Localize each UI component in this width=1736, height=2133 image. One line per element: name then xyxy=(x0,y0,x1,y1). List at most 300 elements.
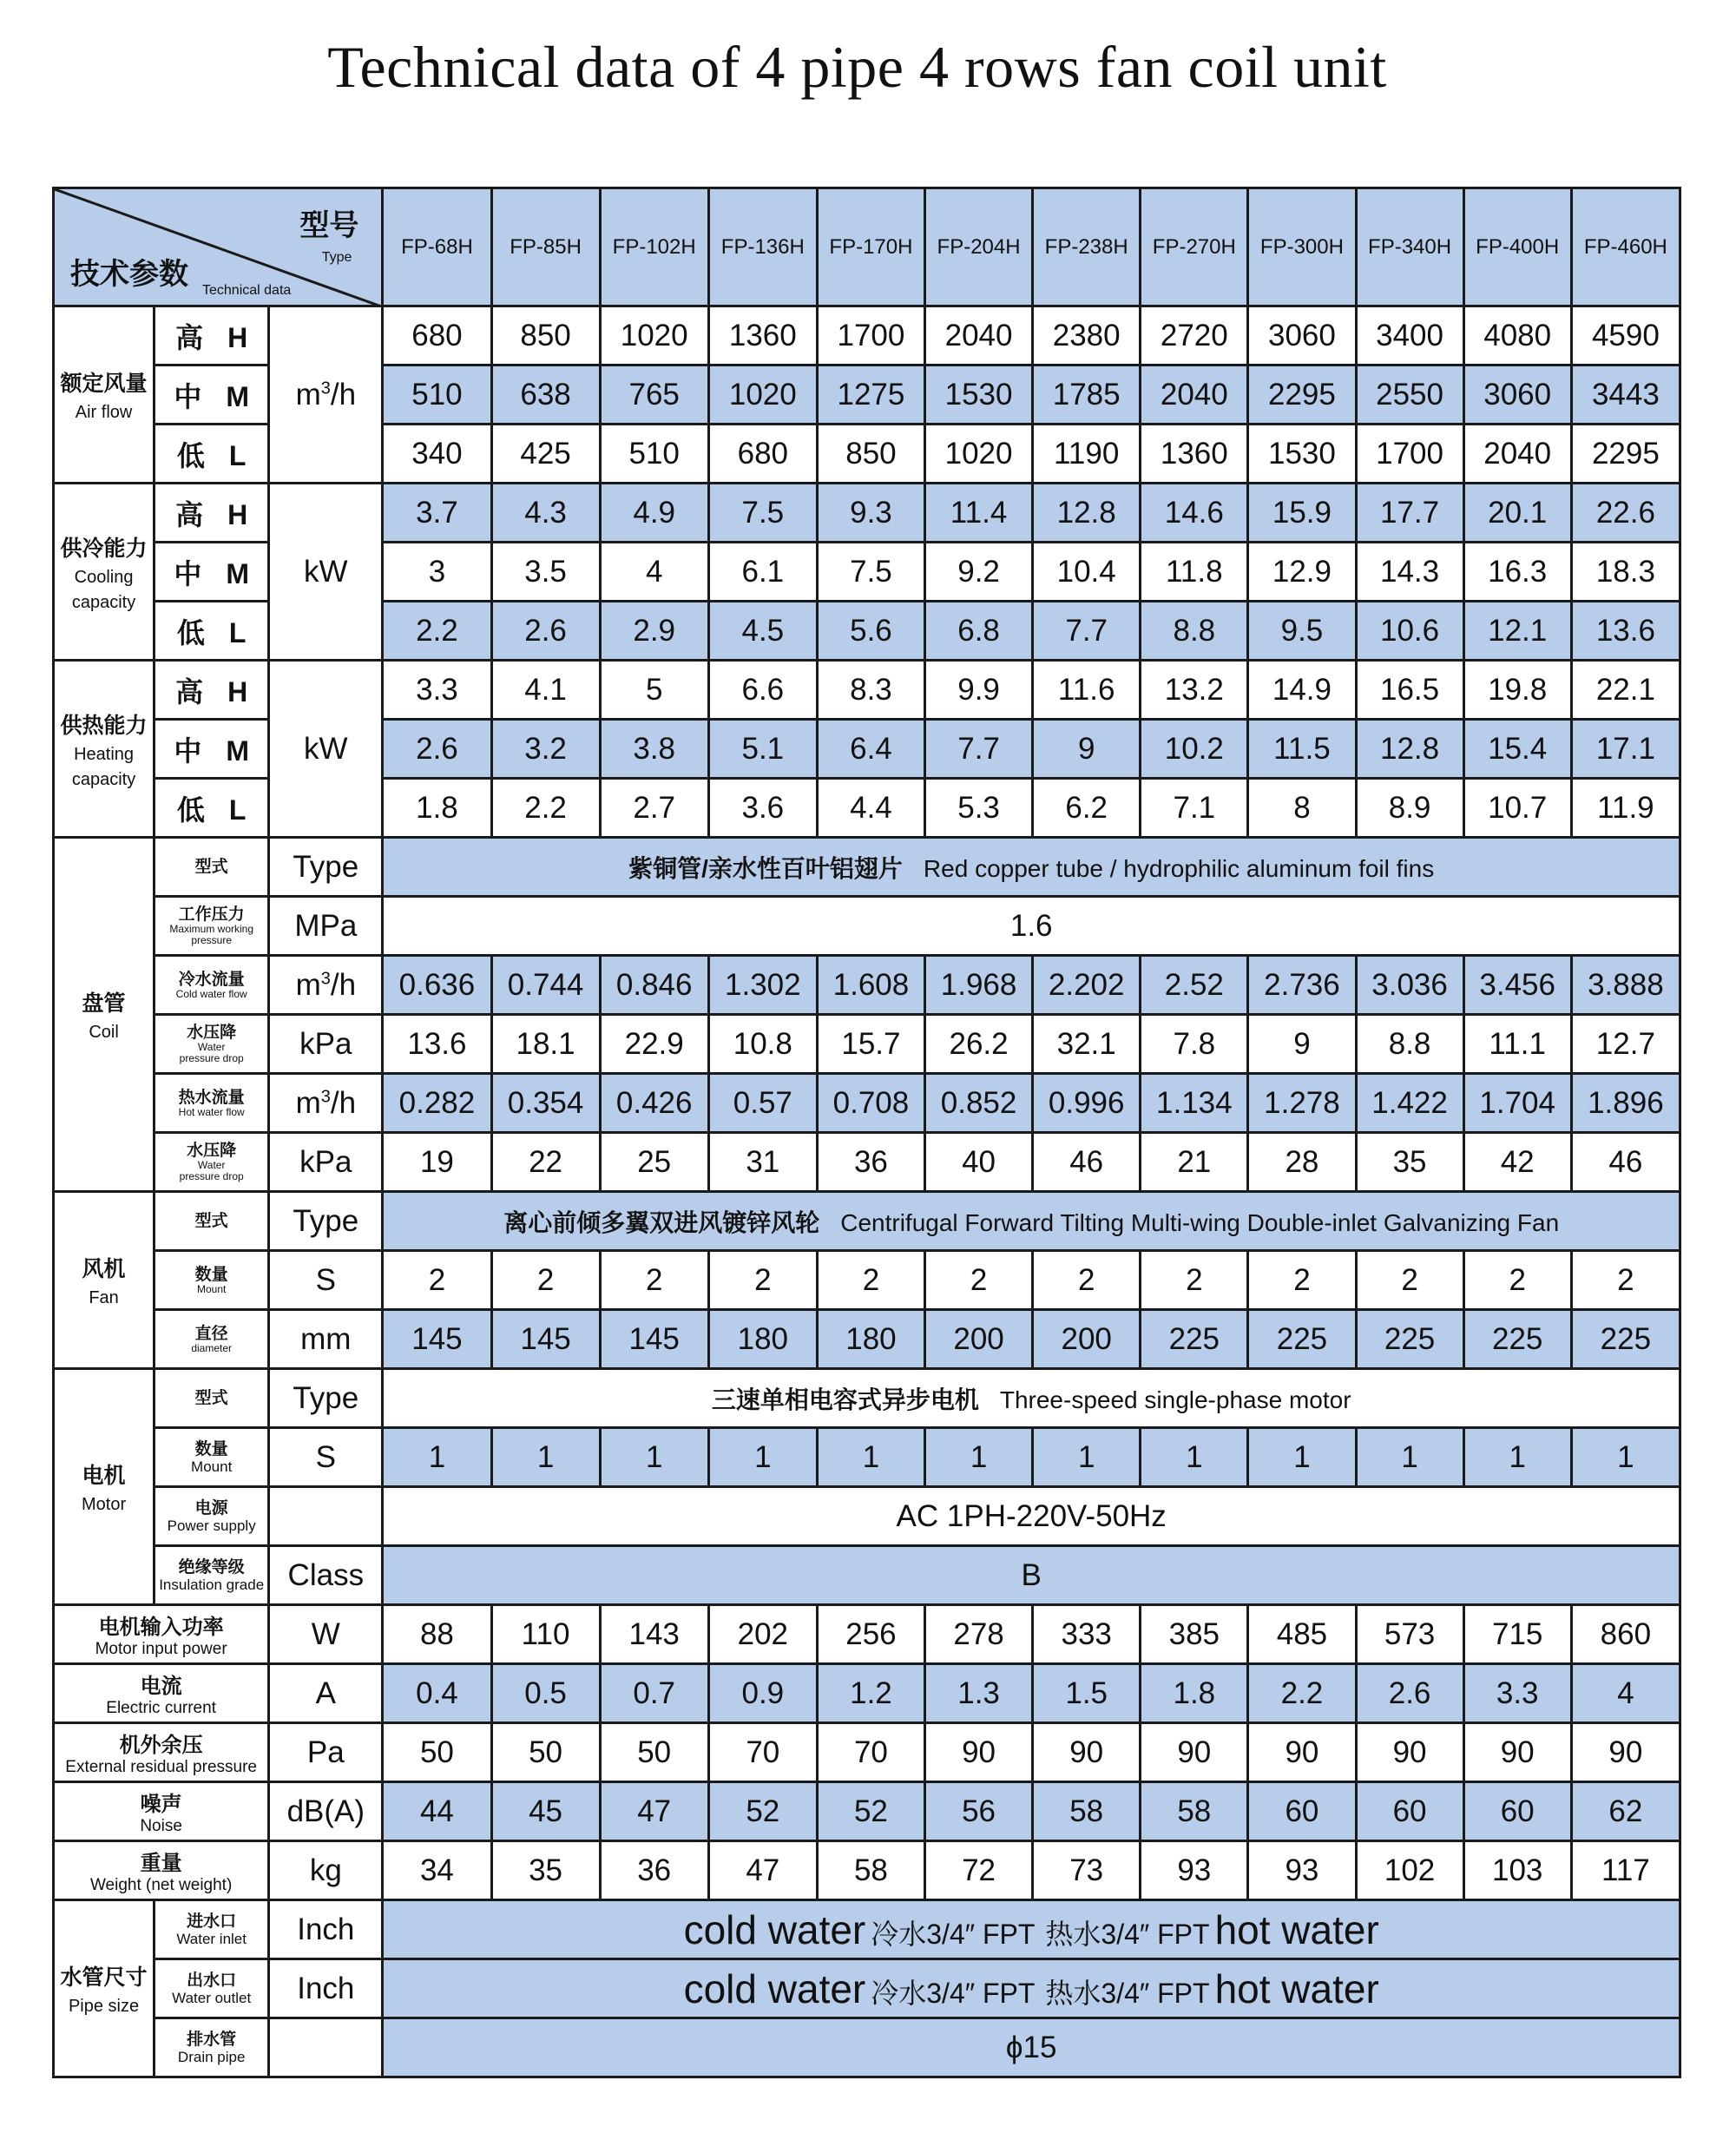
value-cell: 0.282 xyxy=(383,1074,491,1133)
value-cell: 22.1 xyxy=(1571,661,1680,720)
value-cell: 19 xyxy=(383,1133,491,1192)
value-cell: 1 xyxy=(925,1428,1033,1487)
motor-type-value xyxy=(383,1369,1680,1428)
value-cell: 50 xyxy=(600,1723,708,1782)
value-cell: 2.6 xyxy=(1356,1664,1463,1723)
unit-cell xyxy=(269,838,383,897)
value-cell: 6.2 xyxy=(1033,779,1141,838)
sub-label-zh: 绝缘等级 xyxy=(178,1557,245,1577)
value-cell: 1020 xyxy=(708,365,817,425)
heating-row-high xyxy=(54,661,1680,720)
current-label xyxy=(54,1664,269,1723)
value-cell: 1 xyxy=(1248,1428,1356,1487)
value-cell: 0.708 xyxy=(817,1074,924,1133)
value-cell: 3.036 xyxy=(1356,956,1463,1015)
level-zh: 中 xyxy=(174,734,202,767)
sub-label-zh: 数量 xyxy=(194,1439,228,1458)
value-cell: 11.1 xyxy=(1463,1015,1571,1074)
value-cell: 3060 xyxy=(1248,306,1356,365)
unit-cell: Type xyxy=(269,1192,383,1251)
residual_pressure-row xyxy=(54,1723,1680,1782)
value-cell: 9.9 xyxy=(925,661,1033,720)
value-cell: 93 xyxy=(1141,1841,1248,1900)
coil-row-hot_drop xyxy=(54,1133,1680,1192)
value-cell: 4.4 xyxy=(817,779,924,838)
value-cell: 2380 xyxy=(1033,306,1141,365)
hot-water-size: 热水3/4″ FPT xyxy=(1045,1918,1210,1950)
value-cell: 278 xyxy=(925,1605,1033,1664)
value-cell: 93 xyxy=(1248,1841,1356,1900)
value-en: Red copper tube / hydrophilic aluminum foil fins xyxy=(923,854,1435,882)
pipe-row-drain xyxy=(54,2018,1680,2077)
level-en: H xyxy=(227,498,248,530)
value-cell: 1785 xyxy=(1033,365,1141,425)
pipe-outlet-value xyxy=(383,1959,1680,2018)
value-cell: 573 xyxy=(1356,1605,1463,1664)
sub-label xyxy=(155,1251,269,1310)
sub-label-zh: 出水口 xyxy=(187,1971,237,1990)
value-cell: 1 xyxy=(1033,1428,1141,1487)
value-cell: 2040 xyxy=(1463,425,1571,484)
level-en: L xyxy=(228,616,247,648)
value-cell: 0.996 xyxy=(1033,1074,1141,1133)
value-cell: 15.7 xyxy=(817,1015,924,1074)
value-cell: 36 xyxy=(817,1133,924,1192)
model-header: FP-68H xyxy=(383,188,491,306)
weight-label xyxy=(54,1841,269,1900)
value-cell: 485 xyxy=(1248,1605,1356,1664)
sub-label-en: Maximum working pressure xyxy=(169,923,254,946)
value-cell: 90 xyxy=(1571,1723,1680,1782)
value-cell: 2 xyxy=(1463,1251,1571,1310)
unit-text: Type xyxy=(293,849,359,884)
value-cell: 0.744 xyxy=(491,956,600,1015)
value-cell: 2 xyxy=(817,1251,924,1310)
sub-label xyxy=(155,1310,269,1369)
label-en: Electric current xyxy=(106,1699,216,1717)
value-cell: 7.5 xyxy=(817,543,924,602)
level-zh: 高 xyxy=(175,675,204,708)
value-cell: 1 xyxy=(817,1428,924,1487)
sub-label-en: Water xyxy=(197,1041,226,1053)
value-cell: 1530 xyxy=(1248,425,1356,484)
value-cell: 1 xyxy=(708,1428,817,1487)
unit-cell xyxy=(269,1074,383,1133)
value-cell: 17.1 xyxy=(1571,720,1680,779)
level-en: H xyxy=(227,675,248,708)
value-cell: 0.846 xyxy=(600,956,708,1015)
level-en: M xyxy=(226,734,250,767)
value-cell: 52 xyxy=(817,1782,924,1841)
sub-label xyxy=(155,897,269,956)
value-cell: 88 xyxy=(383,1605,491,1664)
sub-label-zh: 工作压力 xyxy=(178,905,245,924)
sub-label-zh: 型式 xyxy=(194,858,228,876)
coil-type-value xyxy=(383,838,1680,897)
unit-text: kW xyxy=(304,554,348,589)
value-cell: 1 xyxy=(491,1428,600,1487)
value-cell: 0.57 xyxy=(708,1074,817,1133)
value-cell: 3.3 xyxy=(383,661,491,720)
input_power-row xyxy=(54,1605,1680,1664)
cooling-category xyxy=(54,484,155,661)
label-en: Noise xyxy=(140,1817,182,1835)
value-cell: 90 xyxy=(1248,1723,1356,1782)
unit-cell: kg xyxy=(269,1841,383,1900)
value-cell: 0.5 xyxy=(491,1664,600,1723)
category-en: Coil xyxy=(89,1023,119,1042)
value-cell: 18.1 xyxy=(491,1015,600,1074)
pipe-row-outlet xyxy=(54,1959,1680,2018)
unit-text: /h xyxy=(330,377,357,411)
motor-row-insulation xyxy=(54,1546,1680,1605)
coil-row-type xyxy=(54,838,1680,897)
value-cell: 2 xyxy=(600,1251,708,1310)
value-cell: 9.5 xyxy=(1248,602,1356,661)
value-cell: 202 xyxy=(708,1605,817,1664)
value-cell: 1 xyxy=(1141,1428,1248,1487)
value-cell: 2 xyxy=(383,1251,491,1310)
value-cell: 11.8 xyxy=(1141,543,1248,602)
unit-text: m xyxy=(295,967,321,1002)
category-en: capacity xyxy=(71,769,136,789)
value-cell: 90 xyxy=(1141,1723,1248,1782)
value-cell: 0.7 xyxy=(600,1664,708,1723)
value-cell: 31 xyxy=(708,1133,817,1192)
value-cell: 3.5 xyxy=(491,543,600,602)
pressure-value: 1.6 xyxy=(383,897,1680,956)
fan-row-diameter xyxy=(54,1310,1680,1369)
value-cell: 10.7 xyxy=(1463,779,1571,838)
unit-cell: Inch xyxy=(269,1900,383,1959)
value-cell: 90 xyxy=(1356,1723,1463,1782)
value-cell: 10.8 xyxy=(708,1015,817,1074)
unit-cell: A xyxy=(269,1664,383,1723)
unit-cell xyxy=(269,1133,383,1192)
value-cell: 35 xyxy=(1356,1133,1463,1192)
label-en: Weight (net weight) xyxy=(89,1876,233,1894)
page-title: Technical data of 4 pipe 4 rows fan coil unit xyxy=(327,34,1387,100)
value-cell: 715 xyxy=(1463,1605,1571,1664)
drain-value: ϕ15 xyxy=(383,2018,1680,2077)
value-cell: 12.9 xyxy=(1248,543,1356,602)
current-row xyxy=(54,1664,1680,1723)
value-cell: 3.2 xyxy=(491,720,600,779)
value-cell: 225 xyxy=(1141,1310,1248,1369)
value-cell: 2.6 xyxy=(383,720,491,779)
sub-label-en: pressure drop xyxy=(179,1170,244,1182)
value-cell: 638 xyxy=(491,365,600,425)
value-cell: 1.3 xyxy=(925,1664,1033,1723)
value-cell: 70 xyxy=(817,1723,924,1782)
value-cell: 12.8 xyxy=(1356,720,1463,779)
value-cell: 200 xyxy=(1033,1310,1141,1369)
category-en: Cooling xyxy=(74,567,134,587)
sub-label-en: Mount xyxy=(197,1282,227,1295)
speed-level xyxy=(155,602,269,661)
pipe-inlet-value xyxy=(383,1900,1680,1959)
value-cell: 11.6 xyxy=(1033,661,1141,720)
value-cell: 6.4 xyxy=(817,720,924,779)
value-cell: 34 xyxy=(383,1841,491,1900)
value-cell: 14.9 xyxy=(1248,661,1356,720)
sub-label-en: pressure drop xyxy=(179,1052,244,1064)
sub-label xyxy=(155,1428,269,1487)
value-cell: 510 xyxy=(383,365,491,425)
value-cell: 10.4 xyxy=(1033,543,1141,602)
sub-label-en: Cold water flow xyxy=(175,987,247,1000)
value-cell: 145 xyxy=(491,1310,600,1369)
speed-level xyxy=(155,306,269,365)
value-cell: 9.2 xyxy=(925,543,1033,602)
level-en: M xyxy=(226,380,250,412)
unit-cell xyxy=(269,956,383,1015)
value-cell: 1.302 xyxy=(708,956,817,1015)
sub-label-zh: 冷水流量 xyxy=(178,970,245,989)
value-cell: 1 xyxy=(600,1428,708,1487)
heating-category xyxy=(54,661,155,838)
model-header: FP-270H xyxy=(1141,188,1248,306)
value-cell: 2.52 xyxy=(1141,956,1248,1015)
sub-label xyxy=(155,1074,269,1133)
coil-row-hot_flow xyxy=(54,1074,1680,1133)
value-cell: 42 xyxy=(1463,1133,1571,1192)
value-cell: 16.5 xyxy=(1356,661,1463,720)
sub-label-zh: 数量 xyxy=(194,1265,228,1284)
unit-text: kW xyxy=(304,731,348,766)
category-zh: 供热能力 xyxy=(60,713,148,738)
motor-row-type xyxy=(54,1369,1680,1428)
value-cell: 2720 xyxy=(1141,306,1248,365)
value-zh: 离心前倾多翼双进风镀锌风轮 xyxy=(503,1208,820,1236)
sub-label-zh: 直径 xyxy=(194,1324,228,1343)
label-zh: 噪声 xyxy=(140,1793,182,1816)
value-cell: 47 xyxy=(600,1782,708,1841)
sub-label-zh: 电源 xyxy=(194,1498,228,1517)
value-cell: 22.6 xyxy=(1571,484,1680,543)
value-cell: 56 xyxy=(925,1782,1033,1841)
unit-cell: S xyxy=(269,1251,383,1310)
value-cell: 256 xyxy=(817,1605,924,1664)
value-cell: 58 xyxy=(1033,1782,1141,1841)
noise-label xyxy=(54,1782,269,1841)
value-cell: 2 xyxy=(925,1251,1033,1310)
value-cell: 2.2 xyxy=(1248,1664,1356,1723)
value-cell: 225 xyxy=(1463,1310,1571,1369)
value-cell: 2040 xyxy=(1141,365,1248,425)
value-cell: 7.5 xyxy=(708,484,817,543)
value-cell: 2040 xyxy=(925,306,1033,365)
value-cell: 28 xyxy=(1248,1133,1356,1192)
sub-label xyxy=(155,956,269,1015)
sub-label xyxy=(155,1192,269,1251)
value-cell: 90 xyxy=(925,1723,1033,1782)
unit-text: kPa xyxy=(299,1144,352,1179)
speed-level xyxy=(155,484,269,543)
value-cell: 5 xyxy=(600,661,708,720)
value-cell: 225 xyxy=(1356,1310,1463,1369)
unit-cell: Inch xyxy=(269,1959,383,2018)
value-cell: 1 xyxy=(1571,1428,1680,1487)
level-zh: 高 xyxy=(175,498,204,530)
value-cell: 333 xyxy=(1033,1605,1141,1664)
value-cell: 15.9 xyxy=(1248,484,1356,543)
value-zh: 三速单相电容式异步电机 xyxy=(711,1386,979,1413)
sub-label xyxy=(155,2018,269,2077)
value-cell: 2.202 xyxy=(1033,956,1141,1015)
value-cell: 46 xyxy=(1033,1133,1141,1192)
weight-row xyxy=(54,1841,1680,1900)
sub-label-en: Mount xyxy=(191,1458,233,1475)
value-cell: 7.7 xyxy=(925,720,1033,779)
hot-water-size: 热水3/4″ FPT xyxy=(1045,1977,1210,2009)
value-cell: 2.2 xyxy=(383,602,491,661)
value-cell: 2 xyxy=(1141,1251,1248,1310)
value-cell: 180 xyxy=(817,1310,924,1369)
value-cell: 50 xyxy=(383,1723,491,1782)
value-cell: 5.6 xyxy=(817,602,924,661)
level-zh: 中 xyxy=(174,557,202,589)
value-cell: 7.1 xyxy=(1141,779,1248,838)
cold-water-label: cold water xyxy=(683,1965,866,2011)
sub-label-en: Water inlet xyxy=(176,1930,247,1947)
level-zh: 低 xyxy=(176,793,205,826)
unit-cell: Class xyxy=(269,1546,383,1605)
category-zh: 额定风量 xyxy=(60,372,148,396)
level-zh: 中 xyxy=(174,380,202,412)
value-cell: 8.8 xyxy=(1141,602,1248,661)
value-cell: 60 xyxy=(1356,1782,1463,1841)
sub-label xyxy=(155,1015,269,1074)
value-cell: 47 xyxy=(708,1841,817,1900)
unit-cell xyxy=(269,484,383,661)
header-row xyxy=(54,188,1680,306)
value-cell: 225 xyxy=(1571,1310,1680,1369)
model-header: FP-170H xyxy=(817,188,924,306)
unit-cell-empty xyxy=(269,2018,383,2077)
unit-cell: S xyxy=(269,1428,383,1487)
value-cell: 32.1 xyxy=(1033,1015,1141,1074)
value-cell: 90 xyxy=(1033,1723,1141,1782)
speed-level xyxy=(155,779,269,838)
value-cell: 1700 xyxy=(1356,425,1463,484)
fan-row-mount xyxy=(54,1251,1680,1310)
model-header: FP-300H xyxy=(1248,188,1356,306)
value-cell: 1.134 xyxy=(1141,1074,1248,1133)
label-zh: 机外余压 xyxy=(119,1734,203,1757)
value-cell: 2295 xyxy=(1248,365,1356,425)
value-cell: 0.636 xyxy=(383,956,491,1015)
cold-water-size: 冷水3/4″ FPT xyxy=(871,1918,1036,1950)
value-cell: 143 xyxy=(600,1605,708,1664)
fan-row-type xyxy=(54,1192,1680,1251)
value-cell: 2295 xyxy=(1571,425,1680,484)
value-cell: 50 xyxy=(491,1723,600,1782)
value-cell: 7.7 xyxy=(1033,602,1141,661)
value-cell: 58 xyxy=(1141,1782,1248,1841)
value-cell: 1 xyxy=(1463,1428,1571,1487)
type-label-en: Type xyxy=(321,250,352,265)
value-cell: 6.8 xyxy=(925,602,1033,661)
value-cell: 2550 xyxy=(1356,365,1463,425)
value-cell: 72 xyxy=(925,1841,1033,1900)
model-header: FP-238H xyxy=(1033,188,1141,306)
airflow-category xyxy=(54,306,155,484)
value-cell: 1.968 xyxy=(925,956,1033,1015)
value-cell: 1700 xyxy=(817,306,924,365)
value-cell: 4.1 xyxy=(491,661,600,720)
value-cell: 11.4 xyxy=(925,484,1033,543)
value-cell: 9 xyxy=(1033,720,1141,779)
motor-row-mount xyxy=(54,1428,1680,1487)
level-en: L xyxy=(228,439,247,471)
value-cell: 1190 xyxy=(1033,425,1141,484)
value-cell: 18.3 xyxy=(1571,543,1680,602)
value-cell: 2 xyxy=(1248,1251,1356,1310)
value-cell: 8.3 xyxy=(817,661,924,720)
unit-text: kPa xyxy=(299,1026,352,1061)
value-cell: 200 xyxy=(925,1310,1033,1369)
motor-row-power xyxy=(54,1487,1680,1546)
speed-level xyxy=(155,661,269,720)
value-cell: 145 xyxy=(600,1310,708,1369)
value-cell: 0.4 xyxy=(383,1664,491,1723)
value-cell: 6.1 xyxy=(708,543,817,602)
value-cell: 3400 xyxy=(1356,306,1463,365)
sub-label-zh: 型式 xyxy=(194,1212,228,1230)
value-cell: 2 xyxy=(708,1251,817,1310)
value-cell: 5.1 xyxy=(708,720,817,779)
unit-text: /h xyxy=(330,967,357,1002)
speed-level xyxy=(155,365,269,425)
value-cell: 340 xyxy=(383,425,491,484)
value-cell: 9 xyxy=(1248,1015,1356,1074)
category-zh: 电机 xyxy=(82,1464,126,1488)
level-en: H xyxy=(227,321,248,353)
value-cell: 385 xyxy=(1141,1605,1248,1664)
model-header: FP-204H xyxy=(925,188,1033,306)
category-en: Fan xyxy=(89,1288,119,1307)
value-cell: 6.6 xyxy=(708,661,817,720)
value-cell: 45 xyxy=(491,1782,600,1841)
value-cell: 3.6 xyxy=(708,779,817,838)
sub-label-zh: 型式 xyxy=(194,1389,228,1407)
value-cell: 860 xyxy=(1571,1605,1680,1664)
value-cell: 8.8 xyxy=(1356,1015,1463,1074)
value-cell: 12.8 xyxy=(1033,484,1141,543)
value-cell: 16.3 xyxy=(1463,543,1571,602)
value-cell: 1.896 xyxy=(1571,1074,1680,1133)
motor-power-value: AC 1PH-220V-50Hz xyxy=(383,1487,1680,1546)
category-zh: 风机 xyxy=(82,1257,126,1281)
value-cell: 2.7 xyxy=(600,779,708,838)
value-cell: 10.2 xyxy=(1141,720,1248,779)
value-cell: 225 xyxy=(1248,1310,1356,1369)
value-cell: 2.9 xyxy=(600,602,708,661)
value-cell: 8 xyxy=(1248,779,1356,838)
speed-level xyxy=(155,425,269,484)
value-cell: 4 xyxy=(600,543,708,602)
value-cell: 2.736 xyxy=(1248,956,1356,1015)
value-cell: 0.9 xyxy=(708,1664,817,1723)
value-cell: 765 xyxy=(600,365,708,425)
value-cell: 19.8 xyxy=(1463,661,1571,720)
speed-level xyxy=(155,543,269,602)
unit-cell xyxy=(269,661,383,838)
value-cell: 3.8 xyxy=(600,720,708,779)
value-cell: 4590 xyxy=(1571,306,1680,365)
coil-row-pressure xyxy=(54,897,1680,956)
